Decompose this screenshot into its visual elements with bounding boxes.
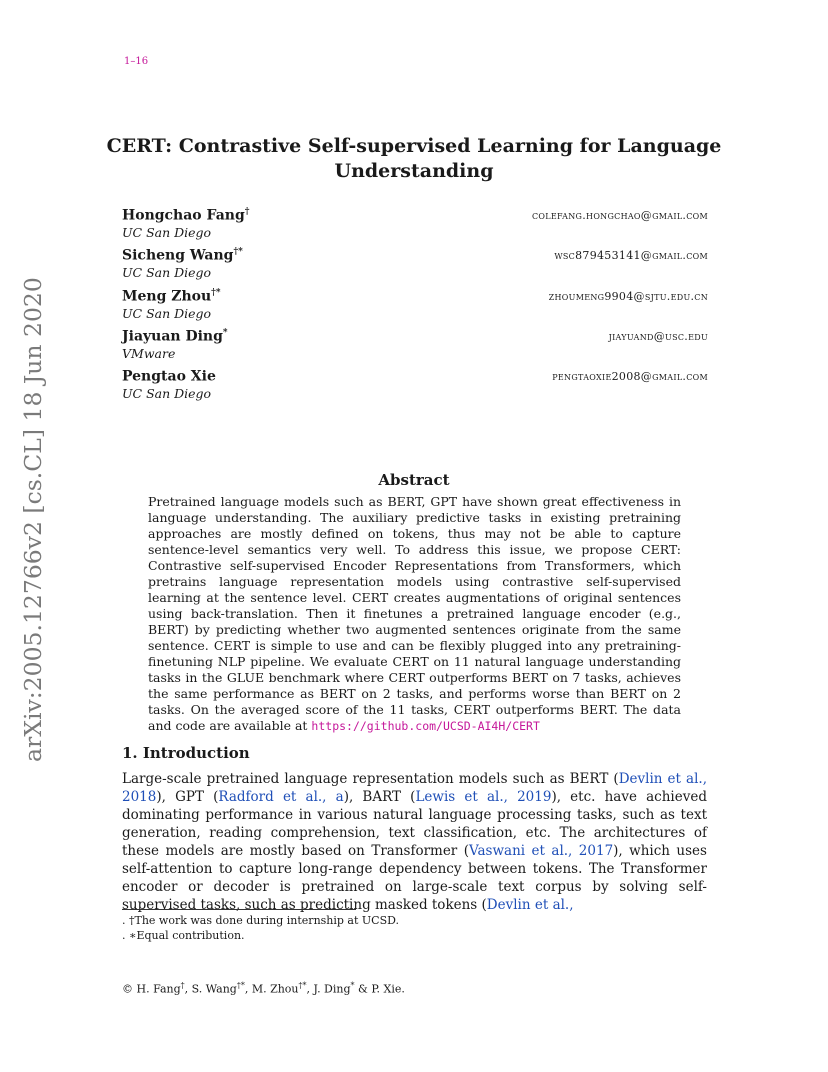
- citation-link[interactable]: Lewis et al., 2019: [415, 789, 552, 805]
- abstract-body: [148, 494, 681, 734]
- author-entry: [122, 288, 708, 328]
- section-heading-introduction: 1. Introduction: [122, 744, 250, 762]
- author-name: Meng Zhou†*: [122, 287, 221, 305]
- author-email[interactable]: zhoumeng9904@sjtu.edu.cn: [548, 289, 708, 303]
- arxiv-identifier: arXiv:2005.12766v2 [cs.CL] 18 Jun 2020: [19, 277, 47, 762]
- abstract-text: Pretrained language models such as BERT, GPT have shown great effectiveness in language understanding. The auxiliary predictive tasks in existing pretraining approaches are mostly defined on tokens, thus may not be able to capture sentence-level semantics very well. To address this issue, we propose CERT: Contrastive self-supervised Encoder Representations from Transformers, which pretrains language representation models using contrastive self-supervised learning at the sentence level. CERT creates augmentations of original sentences using back-translation. Then it finetunes a pretrained language encoder (e.g., BERT) by predicting whether two augmented sentences originate from the same sentence. CERT is simple to use and can be flexibly plugged into any pretraining-finetuning NLP pipeline. We evaluate CERT on 11 natural language understanding tasks in the GLUE benchmark where CERT outperforms BERT on 7 tasks, achieves the same performance as BERT on 2 tasks, and performs worse than BERT on 2 tasks. On the averaged score of the 11 tasks, CERT outperforms BERT. The data and code are available at: [148, 494, 681, 733]
- footnote-divider: [122, 909, 356, 910]
- author-affiliation: UC San Diego: [122, 305, 212, 321]
- author-list: [122, 207, 708, 408]
- footnote-internship: . †The work was done during internship at UCSD.: [122, 914, 400, 927]
- citation-link[interactable]: Vaswani et al., 2017: [468, 843, 614, 859]
- intro-paragraph: Large-scale pretrained language representation models such as BERT (Devlin et al., 2018), GPT (Radford et al., a), BART (Lewis et al., 2019), etc. have achieved dominating performance in various natural language processing tasks, such as text generation, reading comprehension, text classification, etc. The architectures of these models are mostly based on Transformer (Vaswani et al., 2017), which uses self-attention to capture long-range dependency between tokens. The Transformer encoder or decoder is pretrained on large-scale text corpus by solving self-supervised tasks, such as predicting masked tokens (Devlin et al.,: [122, 771, 707, 913]
- author-email[interactable]: colefang.hongchao@gmail.com: [531, 209, 708, 222]
- author-affiliation: VMware: [122, 345, 176, 361]
- copyright-footer: © H. Fang†, S. Wang†*, M. Zhou†*, J. Ding* & P. Xie.: [122, 981, 405, 996]
- author-entry: [122, 368, 708, 408]
- citation-link[interactable]: Devlin et al.,: [486, 897, 574, 913]
- author-affiliation: UC San Diego: [122, 225, 212, 240]
- author-entry: [122, 328, 708, 368]
- citation-link[interactable]: Radford et al., a: [218, 789, 344, 805]
- author-name: Hongchao Fang†: [122, 207, 250, 224]
- author-name: Jiayuan Ding*: [122, 327, 228, 345]
- code-link[interactable]: https://github.com/UCSD-AI4H/CERT: [311, 719, 540, 733]
- page-range: 1–16: [124, 56, 149, 67]
- author-entry: [122, 247, 708, 287]
- author-email[interactable]: wsc879453141@gmail.com: [554, 249, 708, 263]
- author-entry: [122, 207, 708, 247]
- author-email[interactable]: pengtaoxie2008@gmail.com: [552, 370, 708, 384]
- author-name: Pengtao Xie: [122, 368, 216, 385]
- author-affiliation: UC San Diego: [122, 386, 212, 402]
- paper-title: CERT: Contrastive Self-supervised Learning for Language Understanding: [106, 135, 722, 182]
- author-affiliation: UC San Diego: [122, 265, 212, 281]
- abstract-heading: Abstract: [378, 471, 450, 489]
- author-name: Sicheng Wang†*: [122, 247, 243, 264]
- citation-link[interactable]: Devlin et al., 2018: [122, 771, 707, 805]
- footnote-equal-contribution: . ∗Equal contribution.: [122, 929, 245, 942]
- author-email[interactable]: jiayuand@usc.edu: [608, 329, 708, 343]
